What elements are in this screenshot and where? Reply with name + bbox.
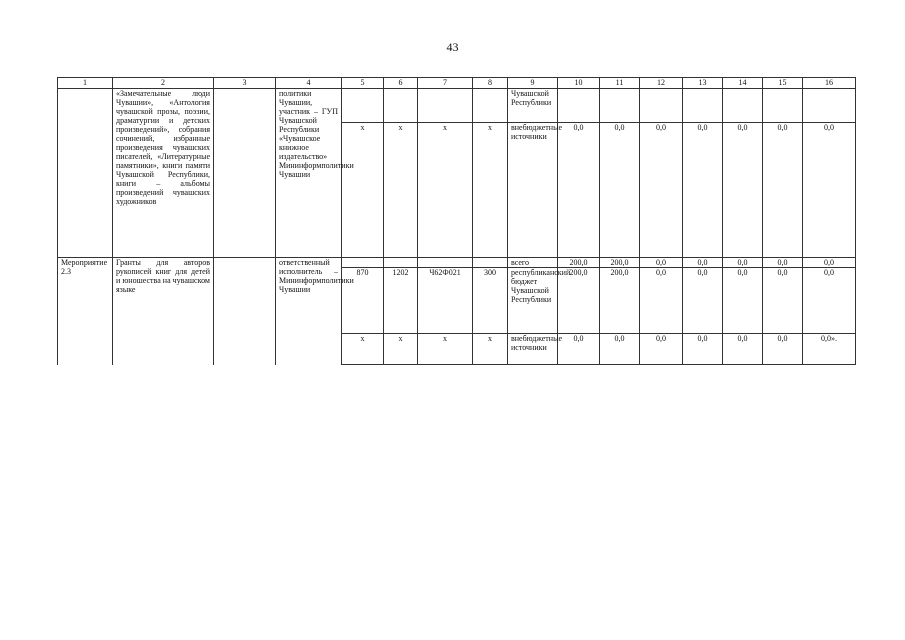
cell — [342, 89, 384, 123]
cell-code: Ч62Ф021 — [418, 268, 473, 334]
column-number-row — [58, 78, 856, 89]
cell — [473, 258, 508, 268]
cell-code: 870 — [342, 268, 384, 334]
col-header: 2 — [113, 78, 214, 89]
col-header: 6 — [384, 78, 418, 89]
cell-value: 0,0 — [640, 258, 683, 268]
cell — [58, 89, 113, 258]
cell-code: x — [418, 123, 473, 258]
cell-value: 0,0 — [763, 268, 803, 334]
col-header: 3 — [214, 78, 276, 89]
cell-value: 0,0 — [723, 268, 763, 334]
cell-source: внебюджетные источники — [508, 334, 558, 365]
cell-value: 200,0 — [558, 268, 600, 334]
cell-code: x — [384, 123, 418, 258]
cell-value: 0,0 — [683, 123, 723, 258]
cell-source: республиканский бюджет Чувашской Республики — [508, 268, 558, 334]
col-header: 14 — [723, 78, 763, 89]
cell-value: 0,0 — [683, 334, 723, 365]
cell-executor: ответственный исполнитель – Мининформполитики Чувашии — [276, 258, 342, 365]
cell-value: 0,0 — [640, 334, 683, 365]
cell — [763, 89, 803, 123]
cell — [558, 89, 600, 123]
col-header: 7 — [418, 78, 473, 89]
cell-code: x — [342, 334, 384, 365]
col-header: 1 — [58, 78, 113, 89]
cell-code: x — [473, 123, 508, 258]
cell — [723, 89, 763, 123]
cell-value: 0,0 — [640, 123, 683, 258]
cell-value: 0,0 — [683, 268, 723, 334]
cell — [640, 89, 683, 123]
col-header: 16 — [803, 78, 856, 89]
page-number: 43 — [446, 40, 459, 54]
col-header: 8 — [473, 78, 508, 89]
col-header: 15 — [763, 78, 803, 89]
cell-value: 0,0». — [803, 334, 856, 365]
cell — [384, 89, 418, 123]
cell-value: 200,0 — [558, 258, 600, 268]
col-header: 9 — [508, 78, 558, 89]
cell-source: внебюджетные источники — [508, 123, 558, 258]
cell-code: 1202 — [384, 268, 418, 334]
cell-value: 0,0 — [723, 334, 763, 365]
cell-value: 0,0 — [763, 334, 803, 365]
col-header: 4 — [276, 78, 342, 89]
cell-source: всего — [508, 258, 558, 268]
col-header: 5 — [342, 78, 384, 89]
cell-value: 0,0 — [803, 268, 856, 334]
cell — [803, 89, 856, 123]
col-header: 12 — [640, 78, 683, 89]
col-header: 13 — [683, 78, 723, 89]
cell-value: 0,0 — [558, 123, 600, 258]
cell-value: 0,0 — [600, 123, 640, 258]
table-row — [58, 89, 856, 123]
cell-value: 0,0 — [558, 334, 600, 365]
cell-value: 0,0 — [763, 123, 803, 258]
cell-value: 200,0 — [600, 258, 640, 268]
cell-value: 0,0 — [600, 334, 640, 365]
cell-value: 0,0 — [803, 123, 856, 258]
cell — [600, 89, 640, 123]
cell-value: 0,0 — [683, 258, 723, 268]
cell-value: 200,0 — [600, 268, 640, 334]
cell-code: x — [342, 123, 384, 258]
cell-code: 300 — [473, 268, 508, 334]
cell-activity-number: Мероприятие 2.3 — [58, 258, 113, 365]
cell — [214, 258, 276, 365]
cell-value: 0,0 — [723, 258, 763, 268]
cell-value: 0,0 — [763, 258, 803, 268]
cell-source: Чувашской Республики — [508, 89, 558, 123]
cell-code: x — [384, 334, 418, 365]
cell-value: 0,0 — [803, 258, 856, 268]
cell-executor: политики Чувашии, участник – ГУП Чувашской Республики «Чувашское книжное издательство» Мининформполитики Чувашии — [276, 89, 342, 258]
cell — [342, 258, 384, 268]
table-row — [58, 258, 856, 268]
cell — [418, 258, 473, 268]
cell-code: x — [418, 334, 473, 365]
cell — [418, 89, 473, 123]
cell — [384, 258, 418, 268]
cell — [683, 89, 723, 123]
col-header: 10 — [558, 78, 600, 89]
cell — [473, 89, 508, 123]
cell-value: 0,0 — [723, 123, 763, 258]
cell-code: x — [473, 334, 508, 365]
program-table — [57, 77, 856, 365]
cell-value: 0,0 — [640, 268, 683, 334]
cell — [214, 89, 276, 258]
cell-activity-description: «Замечательные люди Чувашии», «Антология чувашской прозы, поэзии, драматургии и детских произведений», собрания сочинений, избранные произведения чувашских писателей, «Литературные памятники», книги памяти Чувашской Республики, книги – альбомы произведений чувашских художников — [113, 89, 214, 258]
col-header: 11 — [600, 78, 640, 89]
cell-activity-description: Гранты для авторов рукописей книг для детей и юношества на чувашском языке — [113, 258, 214, 365]
